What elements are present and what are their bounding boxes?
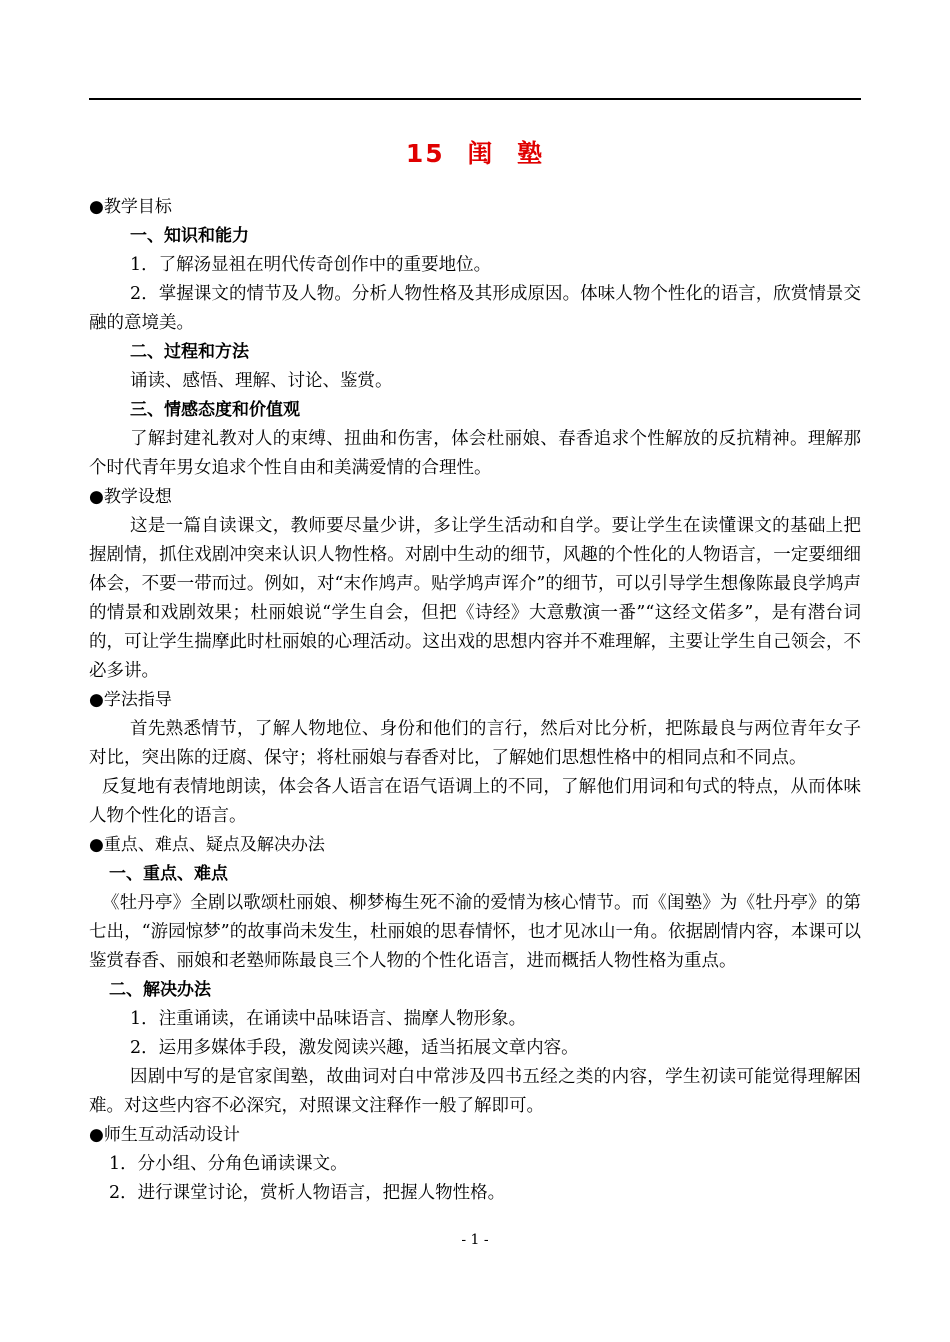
page-title bbox=[0, 134, 950, 170]
subheading-process: 二、过程和方法 bbox=[130, 342, 249, 362]
title-char-2: 塾 bbox=[517, 139, 545, 168]
subheading-solutions: 二、解决办法 bbox=[109, 980, 211, 1000]
title-number: 15 bbox=[405, 139, 445, 168]
subheading-knowledge: 一、知识和能力 bbox=[130, 226, 249, 246]
values-text: 了解封建礼教对人的束缚、扭曲和伤害，体会杜丽娘、春香追求个性解放的反抗精神。理解那个时代青年男女追求个性自由和美满爱情的合理性。 bbox=[89, 429, 861, 478]
design-text: 这是一篇自读课文，教师要尽量少讲，多让学生活动和自学。要让学生在读懂课文的基础上把握剧情，抓住戏剧冲突来认识人物性格。对剧中生动的细节，风趣的个性化的人物语言，一定要细细体会，不要一带而过。例如，对“末作鸠声。贴学鸠声诨介”的细节，可以引导学生想像陈最良学鸠声的情景和戏剧效果；杜丽娘说“学生自会，但把《诗经》大意敷演一番”“这经文偌多”，是有潜台词的，可让学生揣摩此时杜丽娘的心理活动。这出戏的思想内容并不难理解，主要让学生自己领会，不必多讲。 bbox=[89, 516, 861, 681]
section-heading-design: ●教学设想 bbox=[89, 487, 172, 507]
activity-item-1: 1．分小组、分角色诵读课文。 bbox=[109, 1154, 348, 1174]
page-number: - 1 - bbox=[461, 1232, 489, 1248]
keys-text-2: 因剧中写的是官家闺塾，故曲词对白中常涉及四书五经之类的内容，学生初读可能觉得理解困难。对这些内容不必深究，对照课文注释作一般了解即可。 bbox=[89, 1067, 861, 1116]
goal-item-2: 2．掌握课文的情节及人物。分析人物性格及其形成原因。体味人物个性化的语言，欣赏情景交融的意境美。 bbox=[89, 284, 861, 333]
subheading-values: 三、情感态度和价值观 bbox=[130, 400, 300, 420]
method-text-1: 首先熟悉情节，了解人物地位、身份和他们的言行，然后对比分析，把陈最良与两位青年女子对比，突出陈的迂腐、保守；将杜丽娘与春香对比，了解她们思想性格中的相同点和不同点。 bbox=[89, 719, 861, 768]
solution-item-2: 2．运用多媒体手段，激发阅读兴趣，适当拓展文章内容。 bbox=[130, 1038, 579, 1058]
solution-item-1: 1．注重诵读，在诵读中品味语言、揣摩人物形象。 bbox=[130, 1009, 527, 1029]
section-heading-goals: ●教学目标 bbox=[89, 197, 172, 217]
subheading-key-points: 一、重点、难点 bbox=[109, 864, 228, 884]
document-body bbox=[89, 193, 861, 1208]
keys-text-1: 《牡丹亭》全剧以歌颂杜丽娘、柳梦梅生死不渝的爱情为核心情节。而《闺塾》为《牡丹亭》的第七出，“游园惊梦”的故事尚未发生，杜丽娘的思春情怀，也才见冰山一角。依据剧情内容，本课可以鉴赏春香、丽娘和老塾师陈最良三个人物的个性化语言，进而概括人物性格为重点。 bbox=[89, 893, 861, 971]
process-text: 诵读、感悟、理解、讨论、鉴赏。 bbox=[130, 371, 393, 391]
method-text-2: 反复地有表情地朗读，体会各人语言在语气语调上的不同，了解他们用词和句式的特点，从而体味人物个性化的语言。 bbox=[89, 777, 861, 826]
goal-item-1: 1．了解汤显祖在明代传奇创作中的重要地位。 bbox=[130, 255, 492, 275]
section-heading-activity: ●师生互动活动设计 bbox=[89, 1125, 240, 1145]
header-rule bbox=[89, 98, 861, 100]
section-heading-method: ●学法指导 bbox=[89, 690, 172, 710]
title-char-1: 闺 bbox=[467, 139, 495, 168]
activity-item-2: 2．进行课堂讨论，赏析人物语言，把握人物性格。 bbox=[109, 1183, 506, 1203]
section-heading-keys: ●重点、难点、疑点及解决办法 bbox=[89, 835, 325, 855]
